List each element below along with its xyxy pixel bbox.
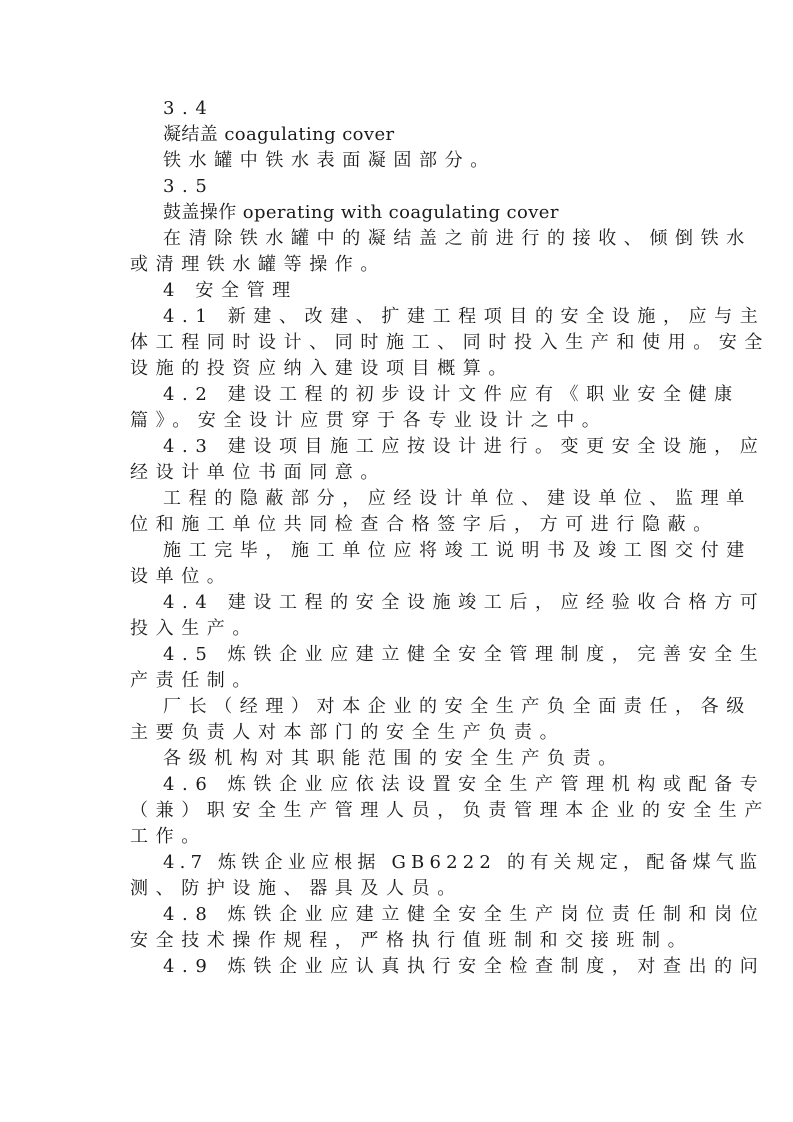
term-heading: 凝结盖 coagulating cover xyxy=(163,124,395,145)
paragraph-line: 4.6 炼铁企业应依法设置安全生产管理机构或配备专 xyxy=(163,774,766,795)
paragraph-line: 工程的隐蔽部分，应经设计单位、建设单位、监理单 xyxy=(163,488,752,509)
paragraph-line: 4.1 新建、改建、扩建工程项目的安全设施，应与主 xyxy=(163,306,766,327)
clause-number: 3.5 xyxy=(163,176,215,197)
term-definition: 铁水罐中铁水表面凝固部分。 xyxy=(163,150,496,171)
paragraph-line: 工作。 xyxy=(130,826,207,847)
clause-number: 3.4 xyxy=(163,98,215,119)
paragraph-line: 4.7 炼铁企业应根据 GB6222 的有关规定，配备煤气监 xyxy=(163,852,763,873)
paragraph-line: 4.9 炼铁企业应认真执行安全检查制度，对查出的问 xyxy=(163,956,766,977)
paragraph-line: 4.2 建设工程的初步设计文件应有《职业安全健康 xyxy=(163,384,740,405)
paragraph-line: 安全技术操作规程，严格执行值班制和交接班制。 xyxy=(130,930,694,951)
term-definition: 或清理铁水罐等操作。 xyxy=(130,254,386,275)
paragraph-line: 设施的投资应纳入建设项目概算。 xyxy=(130,358,514,379)
paragraph-line: 4.3 建设项目施工应按设计进行。变更安全设施，应 xyxy=(163,436,766,457)
paragraph-line: 体工程同时设计、同时施工、同时投入生产和使用。安全 xyxy=(130,332,770,353)
paragraph-line: 产责任制。 xyxy=(130,670,258,691)
paragraph-line: 篇》。安全设计应贯穿于各专业设计之中。 xyxy=(130,410,608,431)
paragraph-line: 4.8 炼铁企业应建立健全安全生产岗位责任制和岗位 xyxy=(163,904,766,925)
paragraph-line: 位和施工单位共同检查合格签字后，方可进行隐蔽。 xyxy=(130,514,719,535)
paragraph-line: 施工完毕，施工单位应将竣工说明书及竣工图交付建 xyxy=(163,540,752,561)
paragraph-line: 测、防护设施、器具及人员。 xyxy=(130,878,463,899)
paragraph-line: 4.4 建设工程的安全设施竣工后，应经验收合格方可 xyxy=(163,592,766,613)
paragraph-line: 4.5 炼铁企业应建立健全安全管理制度，完善安全生 xyxy=(163,644,766,665)
term-heading: 鼓盖操作 operating with coagulating cover xyxy=(163,202,559,223)
document-page xyxy=(130,96,770,980)
paragraph-line: 投入生产。 xyxy=(130,618,258,639)
paragraph-line: 设单位。 xyxy=(130,566,233,587)
term-definition: 在清除铁水罐中的凝结盖之前进行的接收、倾倒铁水 xyxy=(163,228,752,249)
paragraph-line: （兼）职安全生产管理人员，负责管理本企业的安全生产 xyxy=(130,800,770,821)
paragraph-line: 经设计单位书面同意。 xyxy=(130,462,386,483)
paragraph-line: 主要负责人对本部门的安全生产负责。 xyxy=(130,722,566,743)
paragraph-line: 各级机构对其职能范围的安全生产负责。 xyxy=(163,748,624,769)
paragraph-line: 厂长（经理）对本企业的安全生产负全面责任，各级 xyxy=(163,696,752,717)
section-heading: 4 安全管理 xyxy=(163,280,298,301)
